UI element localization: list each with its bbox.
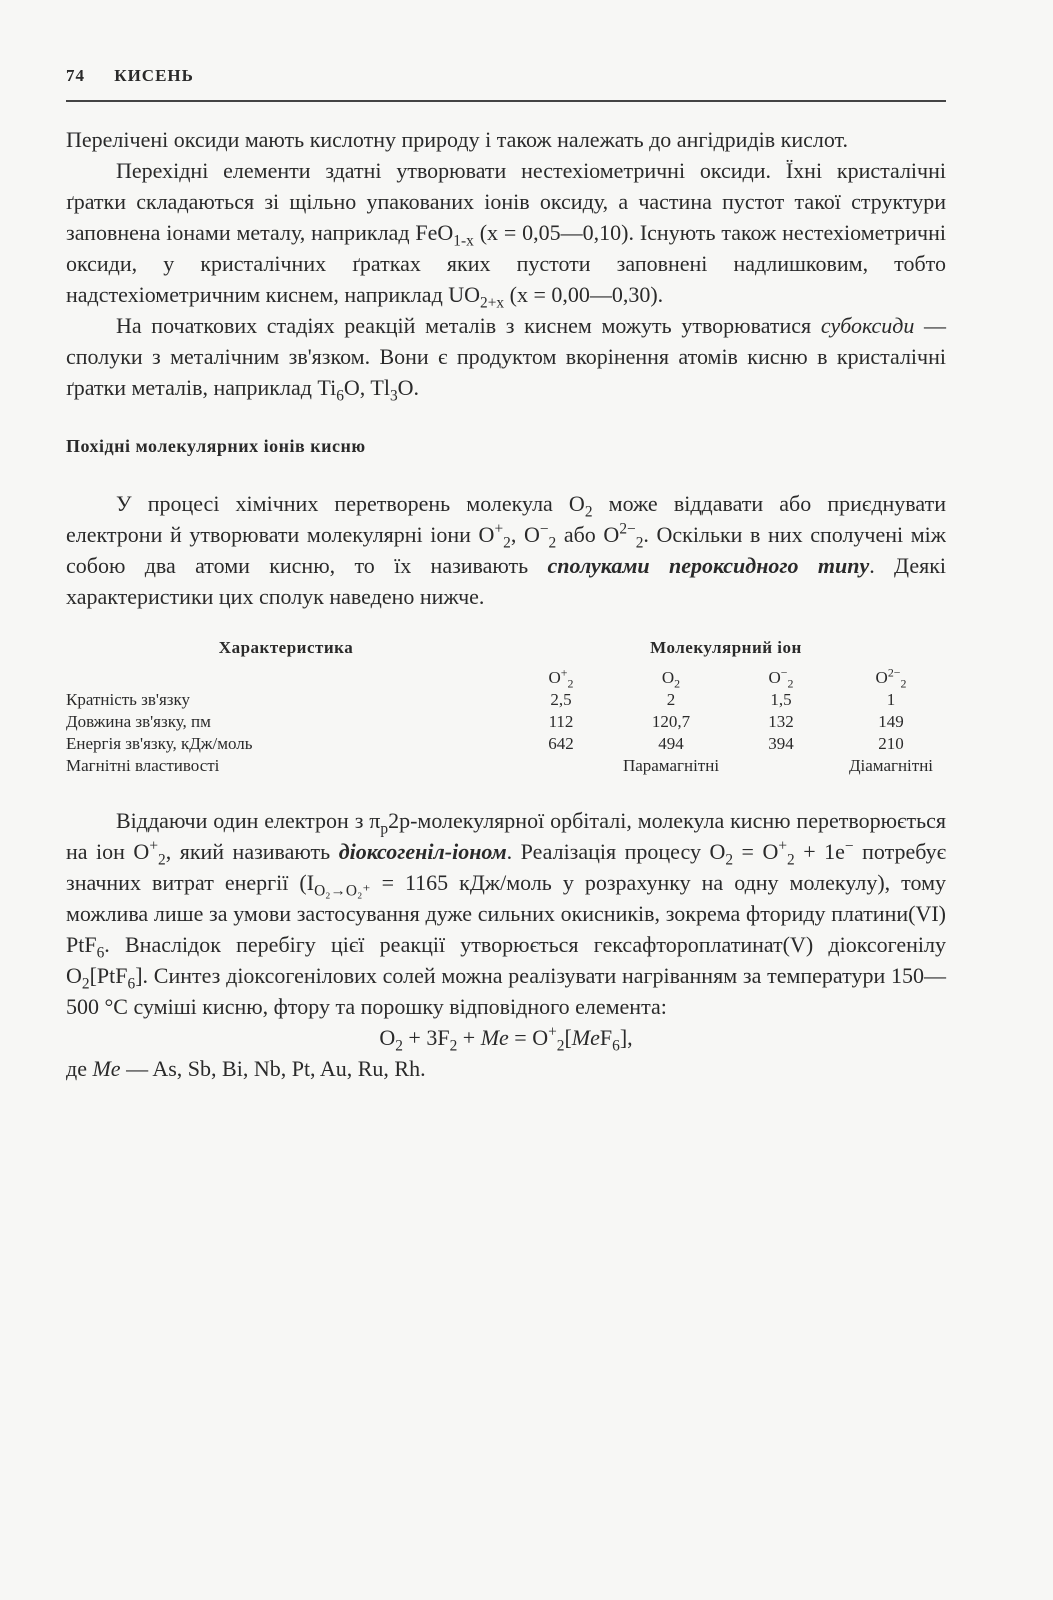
table-cell: 494 [658, 734, 684, 753]
metal-symbol: Me [571, 1025, 600, 1050]
superscript: + [494, 520, 504, 538]
text: O. [397, 375, 420, 400]
text: . Деякі характеристики цих сполук наведено нижче. [66, 553, 946, 609]
group-header: Молекулярний іон [650, 638, 802, 657]
subscript: 2 [449, 1037, 458, 1055]
text: = O [733, 839, 779, 864]
subscript: 2 [503, 534, 511, 552]
table-cell: Парамагнітні [622, 756, 720, 775]
table-cell: 120,7 [651, 712, 691, 731]
text: ]. Синтез діоксогенілових солей можна реалізувати нагріванням за температури 150—500 °С суміші кисню, фтору та порошку відповідного елемента: [66, 963, 946, 1019]
text: (x = 0,00—0,30). [504, 282, 664, 307]
subscript: 6 [127, 975, 136, 993]
superscript: 2− [619, 520, 636, 538]
table-row [66, 711, 946, 733]
text: Перехідні елементи здатні утворювати нестехіометричні оксиди. Їхні кристалічні ґратки складаються зі щільно упакованих іонів оксиду, а частина пустот такої структури заповнена іонами металу, наприклад FeO [66, 158, 946, 245]
table-cell: 112 [548, 712, 574, 731]
subscript: 2 [900, 676, 907, 691]
text: потребує значних витрат енергії (I [66, 839, 947, 895]
table-cell: 2,5 [550, 690, 572, 709]
row-label: Енергія зв'язку, кДж/моль [66, 734, 253, 753]
table-cell: 210 [878, 734, 904, 753]
term-bold-italic: сполуками пероксидного типу [547, 553, 870, 578]
text: O, Tl [343, 375, 390, 400]
text: На початкових стадіях реакцій металів з киснем можуть утворюватися [116, 313, 821, 338]
running-header [66, 66, 946, 102]
paragraph-4 [66, 488, 946, 612]
text: = 1165 кДж/моль у розрахунку на одну молекулу), тому можлива лише за умови застосування дуже сильних окисників, зокрема фториду платини(VI) PtF [66, 870, 946, 957]
ion-formula [506, 667, 616, 689]
table-cell: Діамагнітні [848, 756, 934, 775]
text: O [768, 668, 781, 687]
subscript: 2 [158, 851, 166, 869]
text: + 1e [794, 839, 845, 864]
text: . Внаслідок перебігу цієї реакції утворюється гексафтороплатинат(V) діоксогенілу O [66, 932, 946, 988]
text: . Оскільки в них сполучені між собою два атоми кисню, то їх називають [66, 522, 946, 578]
body-text [66, 124, 946, 1084]
table-cell: 149 [878, 712, 904, 731]
text: + 3F [402, 1025, 450, 1050]
row-label: Довжина зв'язку, пм [66, 712, 211, 731]
table-cell: 132 [768, 712, 794, 731]
text: , який називають [165, 839, 339, 864]
superscript: + [560, 665, 568, 680]
row-label: Магнітні властивості [66, 756, 220, 775]
empty-cell [66, 667, 506, 689]
subscript: 2 [725, 851, 734, 869]
ion-formula [726, 667, 836, 689]
paragraph-3 [66, 310, 946, 403]
final-line [66, 1053, 946, 1084]
subscript: 6 [96, 944, 105, 962]
subscript: 2 [548, 534, 557, 552]
text: [ [564, 1025, 572, 1050]
text: O [661, 668, 675, 687]
subscript: 2 [787, 676, 794, 691]
superscript: + [149, 837, 158, 855]
subscript: 6 [612, 1037, 620, 1055]
text: Віддаючи один електрон з π [116, 808, 381, 833]
superscript: + [548, 1023, 557, 1041]
text: ], [619, 1025, 633, 1050]
running-title: КИСЕНЬ [114, 66, 194, 85]
text: може віддавати або приєднувати електрони й утворювати молекулярні іони O [66, 491, 946, 547]
ion-formula-row [66, 667, 946, 689]
text: У процесі хімічних перетворень молекула O [116, 491, 585, 516]
text: або O [556, 522, 620, 547]
table-row [66, 733, 946, 755]
subscript: 1-x [453, 232, 474, 250]
superscript: + [778, 837, 788, 855]
text: F [599, 1025, 613, 1050]
text: (x = 0,05—0,10). Існують також нестехіометричні оксиди, у кристалічних ґратках яких пустоти заповнені надлишковим, тобто надстехіометричним киснем, наприклад UO [66, 220, 946, 307]
section-heading: Похідні молекулярних іонів кисню [66, 436, 366, 456]
ion-formula [616, 667, 726, 689]
page-number: 74 [66, 66, 85, 85]
text: O [379, 1025, 396, 1050]
subscript: p [380, 820, 389, 838]
subscript: O₂→O₂⁺ [314, 882, 371, 900]
text: , O [510, 522, 540, 547]
table-cell: 1,5 [770, 690, 792, 709]
text: де [66, 1056, 93, 1081]
table-row [66, 689, 946, 711]
text: O [548, 668, 561, 687]
superscript: − [780, 665, 788, 680]
text: O [875, 668, 888, 687]
superscript: − [844, 837, 854, 855]
text: + [457, 1025, 481, 1050]
metal-symbol: Me [92, 1056, 121, 1081]
table-row [66, 755, 946, 777]
subscript: 2 [584, 503, 593, 521]
subscript: 2 [395, 1037, 403, 1055]
term-italic: субоксиди [820, 313, 915, 338]
subscript: 2 [81, 975, 90, 993]
superscript: 2− [887, 665, 901, 680]
reaction-equation [66, 1022, 946, 1053]
subscript: 2+x [480, 294, 505, 312]
paragraph-1: Перелічені оксиди мають кислотну природу і також належать до ангідридів кислот. [66, 127, 849, 152]
subscript: 2 [787, 851, 795, 869]
table-cell: 642 [548, 734, 574, 753]
table-cell: 394 [768, 734, 794, 753]
table-cell: 2 [666, 690, 676, 709]
term-bold-italic: діоксогеніл-іоном [338, 839, 507, 864]
column-header: Характеристика [218, 638, 354, 657]
subscript: 2 [567, 676, 574, 691]
subscript: 6 [336, 387, 344, 405]
subscript: 2 [635, 534, 644, 552]
subscript: 3 [389, 387, 398, 405]
text: [PtF [89, 963, 128, 988]
subscript: 2 [674, 676, 681, 691]
text: 2p-молекулярної орбіталі, молекула кисню перетворюється на іон O [66, 808, 946, 864]
subscript: 2 [556, 1037, 565, 1055]
text: — сполуки з металічним зв'язком. Вони є продуктом вкорінення атомів кисню в кристалічні ґратки металів, наприклад Ti [66, 313, 947, 400]
superscript: − [539, 520, 549, 538]
paragraph-5 [66, 805, 946, 1022]
text: — As, Sb, Bi, Nb, Pt, Au, Ru, Rh. [120, 1056, 426, 1081]
table-header-row [66, 636, 946, 667]
ion-properties-table [66, 636, 946, 777]
metal-symbol: Me [480, 1025, 509, 1050]
text: = O [508, 1025, 549, 1050]
text: . Реалізація процесу O [506, 839, 726, 864]
table-cell: 1 [886, 690, 896, 709]
row-label: Кратність зв'язку [66, 690, 191, 709]
paragraph-2 [66, 155, 946, 310]
ion-formula [836, 667, 946, 689]
